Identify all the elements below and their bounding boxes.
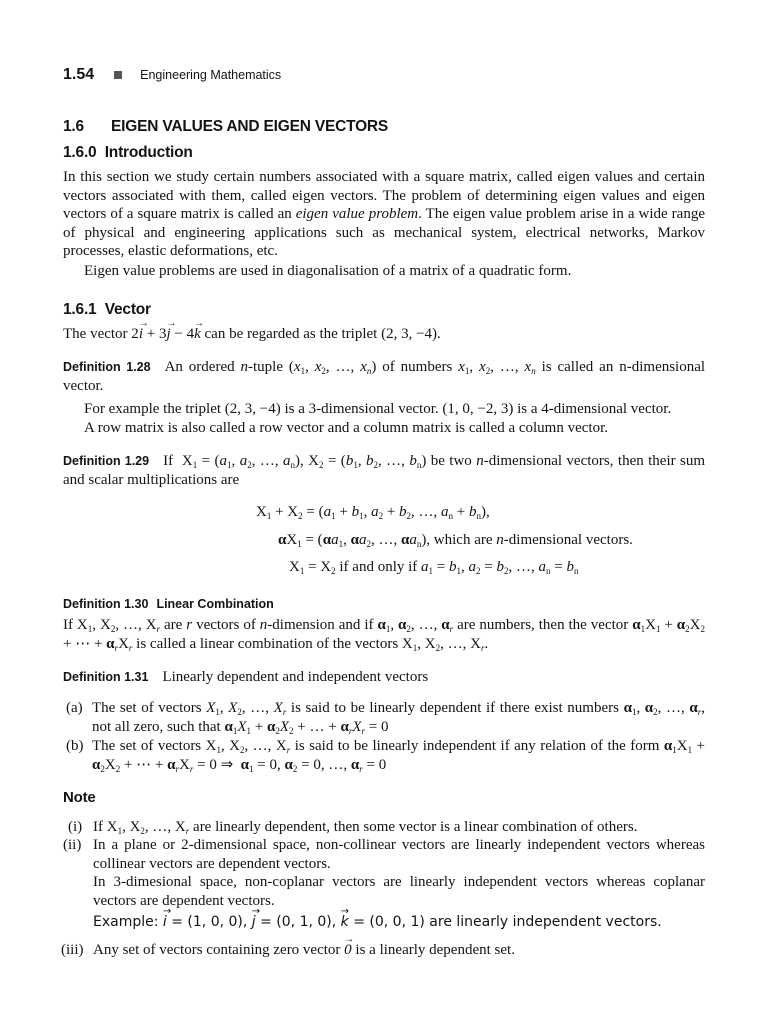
note-text: is a linearly dependent set. <box>351 942 515 958</box>
note-example-line: Example: i → = (1, 0, 0), j → = (0, 1, 0), k → = (0, 0, 1) are linearly independent vectors. <box>93 913 705 932</box>
equation-sum: $X_1 + X_2 = (a_1 + b_1$, $a_2 + b_2$, …, $a_n + b_n$), <box>256 504 490 521</box>
equation-scalar: $\alpha X_1 = (\alpha a_1$, $\alpha a_2$, …, $\alpha a_n$), which are n-dimensional vectors. <box>278 532 633 549</box>
section-number: 1.6 <box>63 118 84 135</box>
subsection-title: Introduction <box>104 144 193 161</box>
definition-label: Definition 1.29 <box>63 454 150 468</box>
intro-italic-term: eigen value problem <box>295 206 419 223</box>
definition-1-31 <box>63 668 705 687</box>
page-number: 1.54 <box>63 66 95 83</box>
note-text: In a plane or 2-dimensional space, non-collinear vectors are linearly independent vectors whereas collinear vectors are dependent vectors. <box>93 837 705 872</box>
intro-text-end: . The eigen value problem arise in a wide range of physical and engineering applications such as mechanical system, electrical networks, Markov processes, elastic deformations, etc. <box>63 206 705 260</box>
item-label: (b) <box>66 738 84 754</box>
definition-1-28: Definition 1.28 An ordered n-tuple ($x_1$, $x_2$, …, $x_n$) of numbers $x_1$, $x_2$, …, $x_n$ is called an n-dimensional vector. <box>63 359 706 394</box>
note-text: In 3-dimesional space, non-coplanar vectors are linearly independent vectors whereas coplanar vectors are dependent vectors. <box>93 874 705 909</box>
definition-1-31-item-a: (a) The set of vectors $X_1$, $X_2$, …, $X_r$ is said to be linearly dependent if there exist numbers $\alpha_1$, $\alpha_2$, …, $\alpha_r$, not all zero, such that $\alpha_1X_1 + \alpha_2X_2$ + … + $\alpha_rX_r = 0$ <box>66 700 706 736</box>
vector-text: The vector 2 <box>63 326 139 342</box>
definition-title: Linearly dependent and independent vectors <box>162 669 429 685</box>
definition-1-30: If $X_1$, $X_2$, …, $X_r$ are r vectors of n-dimension and if $\alpha_1$, $\alpha_2$, …, $\alpha_r$ are numbers, then the vector $\alpha_1X_1 + \alpha_2X_2$ + ⋯ + $\alpha_rX_r$ is called a linear combination of the vectors $X_1$, $X_2$, …, $X_r$. <box>63 617 706 653</box>
subsection-heading-introduction <box>63 144 193 162</box>
note-item-ii <box>63 836 705 932</box>
item-label: (ii) <box>63 837 82 853</box>
running-header <box>63 66 281 84</box>
example-text: A row matrix is also called a row vector and a column matrix is called a column vector. <box>84 420 609 436</box>
vector-example-line: The vector 2i → + 3j → − 4k → can be regarded as the triplet (2, 3, −4). <box>63 325 705 344</box>
intro-paragraph <box>63 168 705 261</box>
definition-1-29: Definition 1.29 If $X_1 = (a_1$, $a_2$, …, $a_n$), $X_2 = (b_1$, $b_2$, …, $b_n$) be two n-dimensional vectors, then their sum and scalar multiplications are <box>63 453 706 488</box>
definition-1-30-heading <box>63 595 705 614</box>
definition-subtitle: Linear Combination <box>156 597 274 611</box>
example-text: For example the triplet (2, 3, −4) is a 3-dimensional vector. (1, 0, −2, 3) is a 4-dimensional vector. <box>84 401 672 417</box>
note-text: Any set of vectors containing zero vector <box>93 942 345 958</box>
intro-paragraph-2: Eigen value problems are used in diagonalisation of a matrix of a quadratic form. <box>84 263 572 279</box>
definition-label: Definition 1.30 <box>63 597 149 611</box>
definition-1-31-item-b: (b) The set of vectors $X_1$, $X_2$, …, $X_r$ is said to be linearly independent if any relation of the form $\alpha_1X_1 + \alpha_2X_2$ + ⋯ + $\alpha_rX_r = 0$ ⇒ $\alpha_1 = 0$, $\alpha_2 = 0$, …, $\alpha_r = 0$ <box>66 738 705 774</box>
item-label: (iii) <box>61 942 84 958</box>
intro-text: In this section we study certain numbers associated with a square matrix, called eigen values and certain vectors associated with them, called eigen vectors. The problem of determining eigen values and eigen vectors of a square matrix is called an <box>63 169 705 223</box>
textbook-page <box>63 0 705 1024</box>
section-title: EIGEN VALUES AND EIGEN VECTORS <box>111 118 389 135</box>
note-item-i: (i) If $X_1$, $X_2$, …, $X_r$ are linearly dependent, then some vector is a linear combination of others. <box>68 819 638 836</box>
vector-text-end: can be regarded as the triplet (2, 3, −4). <box>200 326 441 342</box>
note-item-iii: (iii) Any set of vectors containing zero vector 0 → is a linearly dependent set. <box>63 941 705 960</box>
definition-1-28-row-column <box>63 419 705 438</box>
definition-label: Definition 1.31 <box>63 670 149 684</box>
section-heading <box>63 118 388 136</box>
subsection-number: 1.6.0 <box>63 144 97 161</box>
square-bullet-icon <box>114 71 122 79</box>
equation-equality: $X_1 = X_2$ if and only if $a_1 = b_1$, $a_2 = b_2$, …, $a_n = b_n$ <box>289 559 579 576</box>
definition-text: is called an n-dimensional vector. <box>63 359 706 394</box>
note-heading: Note <box>63 789 96 806</box>
subsection-number: 1.6.1 <box>63 301 97 318</box>
definition-label: Definition 1.28 <box>63 360 151 374</box>
item-label: (a) <box>66 700 83 716</box>
running-title: Engineering Mathematics <box>140 68 282 82</box>
definition-1-28-example <box>63 400 705 419</box>
subsection-heading-vector <box>63 301 151 319</box>
equation-text: if and only if <box>335 559 422 575</box>
item-label: (i) <box>68 819 83 835</box>
subsection-title: Vector <box>104 301 151 318</box>
